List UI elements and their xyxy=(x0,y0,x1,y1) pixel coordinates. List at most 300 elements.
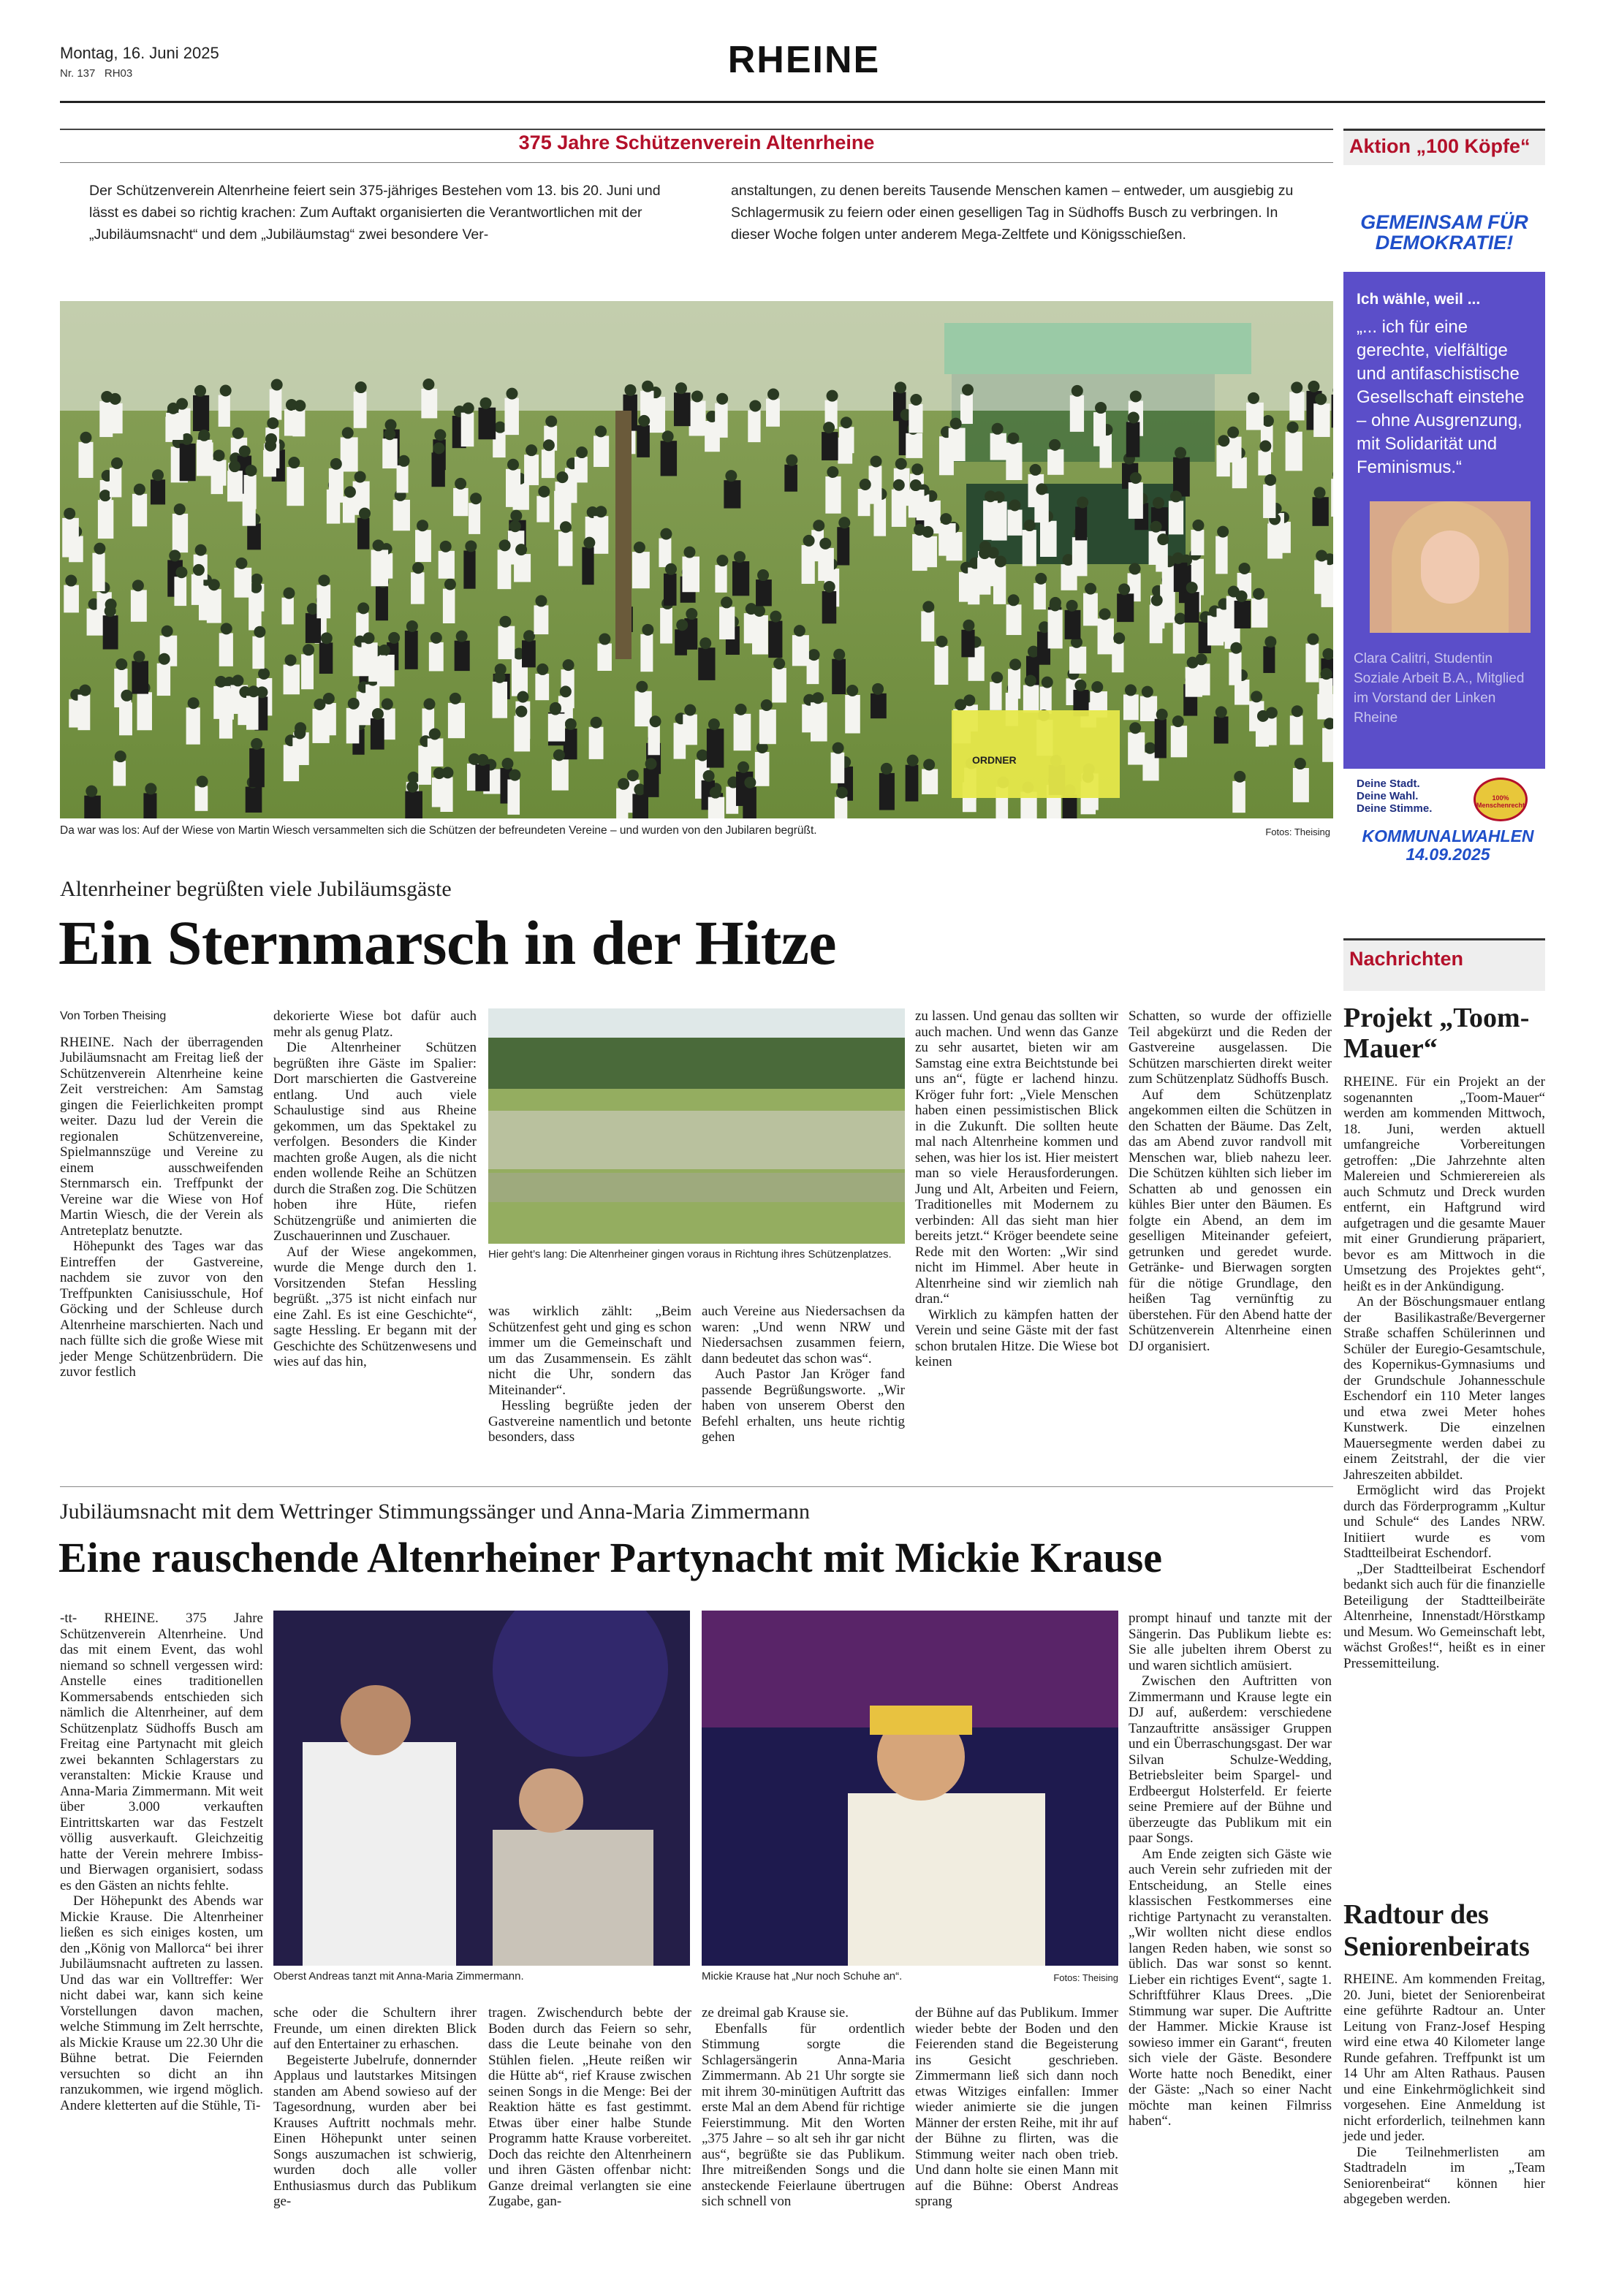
crowd-figure xyxy=(909,404,922,433)
crowd-hat xyxy=(827,466,838,478)
crowd-hat xyxy=(1175,447,1186,459)
crowd-hat xyxy=(872,683,884,695)
crowd-hat xyxy=(881,763,892,775)
crowd-hat xyxy=(232,427,244,439)
crowd-hat xyxy=(1128,411,1139,423)
crowd-hat xyxy=(734,551,746,563)
crowd-hat xyxy=(355,381,367,393)
crowd-figure xyxy=(661,441,677,476)
crowd-hat xyxy=(398,455,410,467)
crowd-hat xyxy=(499,616,511,628)
crowd-figure xyxy=(1063,794,1077,818)
crowd-figure xyxy=(1069,647,1086,674)
crowd-figure xyxy=(674,392,691,426)
crowd-figure xyxy=(683,715,697,745)
crowd-figure xyxy=(960,395,973,425)
crowd-hat xyxy=(303,644,314,655)
crowd-figure xyxy=(1123,694,1139,720)
crowd-hat xyxy=(115,750,126,762)
crowd-hat xyxy=(1035,573,1047,585)
crowd-figure xyxy=(137,692,152,730)
crowd-figure xyxy=(644,768,659,797)
crowd-hat xyxy=(827,390,838,402)
crowd-figure xyxy=(1098,618,1114,654)
crowd-hat xyxy=(515,706,527,718)
crowd-hat xyxy=(703,770,715,782)
crowd-hat xyxy=(599,634,610,645)
article2-p7: Ebenfalls für ordentlich Stimmung sorgte die Schlagersängerin Anna-Maria Zimmermann. Ab 21 Uhr sorgte sie mit ihrem 30-minütigen Auftritt das erste Mal an dem Abend für richtige Feierstimmung. Mit den Worten „375 Jahre – so alt seh ihr gar nicht aus“, begrüßte sie das Publikum. Ihre mitreißenden Songs und die ansteckende Feierlaune übertrugen sich schnell von xyxy=(702,2021,905,2209)
crowd-hat xyxy=(624,384,636,396)
crowd-hat xyxy=(523,630,535,642)
person-credit: Clara Calitri, Studentin Soziale Arbeit B.A., Mitglied im Vorstand der Linken Rheine xyxy=(1354,651,1525,726)
crowd-hat xyxy=(823,422,835,433)
crowd-figure xyxy=(131,590,147,621)
crowd-hat xyxy=(373,539,384,551)
crowd-hat xyxy=(708,718,720,730)
crowd-hat xyxy=(1218,435,1229,446)
crowd-hat xyxy=(456,631,468,642)
news-box xyxy=(1343,938,1545,991)
crowd-figure xyxy=(634,691,651,726)
crowd-hat xyxy=(836,787,848,799)
aktion-title: Aktion „100 Köpfe“ xyxy=(1349,135,1531,157)
crowd-figure xyxy=(675,629,687,655)
crowd-hat xyxy=(359,508,371,520)
crowd-figure xyxy=(535,674,549,700)
crowd-hat xyxy=(1315,393,1327,405)
crowd-figure xyxy=(244,475,257,509)
crowd-figure xyxy=(871,693,887,718)
crowd-hat xyxy=(1307,634,1319,645)
crowd-figure xyxy=(1075,506,1087,540)
crowd-figure xyxy=(732,561,749,596)
crowd-hat xyxy=(480,398,492,409)
crowd-hat xyxy=(697,750,708,761)
crowd-hat xyxy=(463,403,474,414)
crowd-hat xyxy=(1234,771,1245,783)
crowd-figure xyxy=(1007,510,1022,536)
crowd-hat xyxy=(1130,472,1142,484)
crowd-figure xyxy=(906,765,919,802)
crowd-figure xyxy=(1290,715,1303,745)
crowd-figure xyxy=(110,468,121,498)
crowd-hat xyxy=(283,588,295,599)
header-date: Montag, 16. Juni 2025 xyxy=(60,44,219,62)
crowd-figure xyxy=(802,545,815,584)
crowd-figure xyxy=(1185,592,1199,623)
crowd-figure xyxy=(1173,623,1185,654)
crowd-hat xyxy=(162,626,173,637)
crowd-hat xyxy=(188,697,200,709)
crowd-figure xyxy=(845,695,860,734)
crowd-hat xyxy=(357,602,369,614)
crowd-hat xyxy=(354,471,366,483)
crowd-hat xyxy=(737,761,749,773)
crowd-figure xyxy=(1169,501,1183,534)
crowd-figure xyxy=(143,793,156,818)
crowd-figure xyxy=(1112,642,1123,672)
crowd-figure xyxy=(1072,537,1088,576)
crowd-hat xyxy=(494,422,506,433)
crowd-figure xyxy=(616,788,628,818)
crowd-hat xyxy=(515,544,527,555)
crowd-hat xyxy=(433,442,444,454)
crowd-figure xyxy=(98,500,113,539)
crowd-figure xyxy=(906,433,922,458)
crowd-hat xyxy=(433,767,445,779)
crowd-hat xyxy=(384,428,395,440)
crowd-figure xyxy=(707,729,724,767)
crowd-figure xyxy=(719,607,735,639)
crowd-figure xyxy=(909,490,925,517)
crowd-hat xyxy=(583,537,595,549)
article2-headline: Eine rauschende Altenrheiner Partynacht mit Mickie Krause xyxy=(58,1534,1162,1581)
crowd-hat xyxy=(86,786,97,797)
crowd-figure xyxy=(1065,610,1081,639)
crowd-hat xyxy=(995,555,1006,567)
crowd-hat xyxy=(198,430,210,441)
crowd-figure xyxy=(832,659,846,694)
news2-headline: Radtour des Seniorenbeirats xyxy=(1343,1899,1530,1962)
crowd-figure xyxy=(920,536,937,567)
crowd-hat xyxy=(258,668,270,680)
slogan-2: Deine Wahl. xyxy=(1357,790,1419,802)
crowd-hat xyxy=(1024,520,1036,531)
crowd-hat xyxy=(434,429,446,441)
banner-title: 375 Jahre Schützenverein Altenrheine xyxy=(518,132,875,153)
article1-col3 xyxy=(488,1304,691,1445)
crowd-figure xyxy=(219,395,230,427)
crowd-figure xyxy=(1047,449,1063,475)
crowd-figure xyxy=(1126,422,1140,457)
crowd-figure xyxy=(708,797,724,818)
crowd-figure xyxy=(1332,395,1333,427)
crowd-figure xyxy=(312,709,329,743)
crowd-figure xyxy=(752,615,768,655)
crowd-figure xyxy=(1008,669,1020,699)
article1-p7: Hessling begrüßte jeden der Gastvereine namentlich und betonte besonders, dass xyxy=(488,1398,691,1445)
crowd-figure xyxy=(461,413,474,447)
crowd-hat xyxy=(642,624,653,636)
quote-text: „... ich für eine gerechte, vielfältige und antifaschistische Gesellschaft einstehe – ohne Ausgrenzung, mit Solidarität und Feminismus.“ xyxy=(1357,317,1525,477)
crowd-figure xyxy=(1173,457,1190,497)
crowd-hat xyxy=(321,632,333,644)
crowd-hat xyxy=(761,699,773,711)
crowd-figure xyxy=(1263,646,1275,673)
crowd-hat xyxy=(638,415,650,427)
article1-p9: Auch Pastor Jan Kröger fand passende Begrüßungsworte. „Wir haben von unserem Oberst den Befehl erhalten, uns heute richtig gehen xyxy=(702,1366,905,1445)
article2-p3: sche oder die Schultern ihrer Freunde, um einen direkten Blick auf den Entertainer zu erhaschen. xyxy=(273,2005,477,2052)
crowd-figure xyxy=(432,778,444,807)
crowd-hat xyxy=(477,754,488,766)
crowd-hat xyxy=(660,528,672,540)
crowd-hat xyxy=(1151,595,1163,607)
crowd-figure xyxy=(835,797,847,818)
crowd-figure xyxy=(949,428,966,461)
crowd-figure xyxy=(469,503,480,534)
crowd-hat xyxy=(94,543,105,555)
crowd-hat xyxy=(215,676,227,688)
crowd-figure xyxy=(589,727,604,759)
crowd-figure xyxy=(632,552,650,588)
crowd-figure xyxy=(1314,560,1327,593)
crowd-figure xyxy=(715,403,727,438)
crowd-figure xyxy=(132,661,148,694)
crowd-figure xyxy=(504,398,518,435)
crowd-figure xyxy=(453,488,469,516)
crowd-hat xyxy=(318,574,330,586)
crowd-hat xyxy=(1287,422,1299,433)
crowd-figure xyxy=(768,621,782,658)
crowd-hat xyxy=(363,632,374,644)
crowd-figure xyxy=(1331,479,1333,517)
crowd-hat xyxy=(767,388,779,400)
crowd-hat xyxy=(510,510,522,522)
crowd-figure xyxy=(1258,450,1271,475)
crowd-figure xyxy=(593,436,609,467)
crowd-hat xyxy=(812,692,824,704)
crowd-figure xyxy=(514,716,530,752)
crowd-hat xyxy=(382,699,393,710)
crowd-hat xyxy=(895,381,906,393)
crowd-hat xyxy=(1077,496,1088,508)
crowd-hat xyxy=(246,465,257,476)
crowd-hat xyxy=(1192,520,1204,531)
crowd-hat xyxy=(134,484,145,495)
crowd-figure xyxy=(1034,493,1048,522)
news2-body xyxy=(1343,1972,1545,2208)
crowd-figure xyxy=(555,482,567,515)
crowd-figure xyxy=(825,476,841,514)
crowd-figure xyxy=(357,518,369,550)
crowd-hat xyxy=(1257,710,1269,722)
crowd-figure xyxy=(564,729,577,759)
crowd-hat xyxy=(618,778,629,790)
crowd-figure xyxy=(822,432,838,460)
crowd-figure xyxy=(431,452,444,487)
crowd-hat xyxy=(1186,582,1198,593)
crowd-hat xyxy=(105,605,116,617)
crowd-figure xyxy=(593,516,608,554)
crowd-hat xyxy=(220,385,232,397)
crowd-figure xyxy=(246,696,259,729)
crowd-figure xyxy=(514,554,531,582)
crowd-figure xyxy=(213,686,230,719)
concert-illustration-2 xyxy=(702,1611,1118,1966)
crowd-figure xyxy=(1140,696,1157,721)
main-photo xyxy=(60,301,1333,818)
crowd-hat xyxy=(846,685,858,696)
crowd-figure xyxy=(405,791,422,818)
crowd-figure xyxy=(301,654,314,689)
crowd-hat xyxy=(195,544,207,556)
article2-col5 xyxy=(915,2005,1118,2210)
crowd-figure xyxy=(191,574,204,605)
crowd-hat xyxy=(773,658,785,669)
crowd-hat xyxy=(235,558,247,569)
crowd-figure xyxy=(193,395,209,431)
crowd-hat xyxy=(213,449,225,461)
article1-p1: RHEINE. Nach der überragenden Jubiläumsnacht am Freitag ließ der Schützenverein Altenrheine keine Zeit verstreichen: Am Samstag gingen die Feierlichkeiten prompt weiter. Dazu lud der Verein die regionalen Schützenvereine, Spielmannszüge und Vereine zu einem ausschweifenden Sternmarsch ein. Treffpunkt der Vereine war die Wiese von Hof Martin Wiesch, die der Verein als Antreteplatz benutzte. xyxy=(60,1034,263,1239)
crowd-hat xyxy=(254,626,265,638)
crowd-hat xyxy=(423,699,435,710)
crowd-hat xyxy=(636,681,648,693)
crowd-figure xyxy=(961,630,974,658)
crowd-hat xyxy=(330,458,342,470)
crowd-figure xyxy=(1216,536,1227,574)
article2-kicker: Jubiläumsnacht mit dem Wettringer Stimmungssänger und Anna-Maria Zimmermann xyxy=(60,1499,811,1524)
crowd-figure xyxy=(113,761,126,786)
crowd-figure xyxy=(151,479,165,504)
crowd-hat xyxy=(1175,613,1186,625)
crowd-figure xyxy=(479,408,496,440)
crowd-figure xyxy=(207,589,221,623)
main-photo-credit: Fotos: Theising xyxy=(1265,826,1330,837)
crowd-hat xyxy=(133,651,145,663)
crowd-hat xyxy=(1153,497,1164,509)
crowd-hat xyxy=(465,540,477,552)
crowd-hat xyxy=(506,388,517,400)
crowd-figure xyxy=(1006,604,1022,635)
crowd-hat xyxy=(550,704,561,715)
news1-p2: An der Böschungsmauer entlang der Basilikastraße/Bevergerner Straße schaffen Schülerinnen und Schüler der Euregio-Gesamtschule, des Kopernikus-Gymnasiums und der Grundschule Johannesschule Eschendorf ein 110 Meter langes und etwa zwei Meter hohes Kunstwerk. Die einzelnen Mauersegmente werden dabei zu einem Zeitstrahl, der die vier Jahreszeiten abbildet. xyxy=(1343,1294,1545,1483)
crowd-hat xyxy=(991,672,1003,683)
article1-col6 xyxy=(1129,1008,1332,1354)
banner-intro-right: anstaltungen, zu denen bereits Tausende Menschen kamen – entweder, um ausgiebig zu Schlagermusik zu feiern oder einen geselligen Tag in Südhoffs Busch zu verbringen. In dieser Woche folgen unter anderem Mega-Zeltfete und Königsschießen. xyxy=(731,183,1294,243)
crowd-hat xyxy=(1262,415,1274,427)
crowd-hat xyxy=(174,503,186,515)
portrait-face xyxy=(1421,531,1479,604)
crowd-hat xyxy=(808,649,820,661)
crowd-hat xyxy=(710,787,721,799)
slogan-1: Deine Stadt. xyxy=(1357,778,1420,790)
crowd-figure xyxy=(1214,716,1229,743)
crowd-figure xyxy=(186,707,200,744)
crowd-figure xyxy=(1155,719,1167,759)
crowd-hat xyxy=(538,486,550,498)
crowd-hat xyxy=(194,385,206,397)
crowd-figure xyxy=(837,527,849,565)
crowd-illustration xyxy=(60,301,1333,818)
crowd-figure xyxy=(371,718,384,750)
crowd-hat xyxy=(716,393,728,405)
aktion-box xyxy=(1343,129,1545,165)
slogan-3: Deine Stimme. xyxy=(1357,802,1433,815)
news1-body xyxy=(1343,1074,1545,1671)
crowd-figure xyxy=(415,530,431,562)
crowd-figure xyxy=(498,550,512,589)
crowd-figure xyxy=(640,391,653,419)
crowd-hat xyxy=(1099,608,1111,620)
concert-illustration-1 xyxy=(273,1611,690,1966)
crowd-figure xyxy=(1023,685,1039,712)
concert-photo-2 xyxy=(702,1611,1118,1966)
crowd-figure xyxy=(1246,403,1264,430)
crowd-figure xyxy=(879,773,895,810)
crowd-figure xyxy=(938,523,955,556)
crowd-figure xyxy=(548,714,565,742)
article1-p12: Schatten, so wurde der offizielle Teil abgekürzt und die Reden der Gastvereine ausgelassen. Die Schützen marschierten direkt weiter zum Schützenplatz Südhoffs Busch. xyxy=(1129,1008,1332,1087)
crowd-hat xyxy=(152,469,164,481)
crowd-hat xyxy=(294,727,306,739)
article1-byline: Von Torben Theising xyxy=(60,1010,167,1022)
crowd-hat xyxy=(1091,681,1103,693)
crowd-figure xyxy=(507,780,520,815)
issue-number: Nr. 137 xyxy=(60,67,96,80)
quote-heading: Ich wähle, weil ... xyxy=(1357,291,1481,308)
crowd-figure xyxy=(574,457,588,482)
crowd-hat xyxy=(556,471,568,483)
crowd-hat xyxy=(175,566,187,578)
crowd-figure xyxy=(1150,605,1163,644)
crowd-hat xyxy=(250,582,262,593)
crowd-figure xyxy=(839,427,854,453)
crowd-hat xyxy=(80,432,91,444)
crowd-figure xyxy=(443,589,455,623)
crowd-hat xyxy=(565,718,577,730)
crowd-hat xyxy=(985,490,996,502)
crowd-hat xyxy=(1251,691,1262,702)
portrait xyxy=(1370,501,1531,633)
crowd-hat xyxy=(675,382,687,394)
crowd-hat xyxy=(591,717,602,729)
crowd-figure xyxy=(346,708,360,744)
header-rule xyxy=(60,101,1545,103)
crowd-hat xyxy=(1142,686,1153,698)
crowd-hat xyxy=(450,693,461,704)
crowd-figure xyxy=(1267,524,1282,559)
crowd-hat xyxy=(650,715,661,727)
crowd-hat xyxy=(662,430,674,442)
crowd-figure xyxy=(195,786,208,811)
concert-photo-2-credit: Fotos: Theising xyxy=(1053,1972,1118,1983)
crowd-figure xyxy=(270,389,282,420)
crowd-figure xyxy=(922,769,938,794)
crowd-hat xyxy=(232,674,243,686)
crowd-hat xyxy=(239,446,251,457)
crowd-hat xyxy=(1009,500,1020,512)
page-code: RH03 xyxy=(104,67,133,80)
crowd-hat xyxy=(372,708,384,720)
crowd-figure xyxy=(831,753,845,783)
crowd-hat xyxy=(1144,742,1156,754)
crowd-figure xyxy=(439,551,455,579)
article2-p4: Begeisterte Jubelrufe, donnernder Applaus und lautstarkes Mitsingen standen am Abend sowieso auf der Tagesordnung, wurden aber bei Krauses Auftritt nochmals mehr. Einen Höhepunkt unter seinen Songs auszumachen ist schwierig, wurden doch alle voller Enthusiasmus durch das Publikum ge- xyxy=(273,2052,477,2209)
crowd-hat xyxy=(686,608,697,620)
crowd-figure xyxy=(734,714,751,750)
crowd-hat xyxy=(99,490,111,501)
crowd-hat xyxy=(979,547,990,559)
crowd-hat xyxy=(455,478,466,490)
crowd-hat xyxy=(507,459,519,471)
crowd-hat xyxy=(922,526,933,538)
crowd-figure xyxy=(1083,593,1098,626)
crowd-figure xyxy=(1129,482,1143,519)
crowd-figure xyxy=(1186,667,1202,697)
crowd-figure xyxy=(292,737,305,763)
crowd-hat xyxy=(1170,490,1182,502)
crowd-hat xyxy=(1294,758,1306,769)
crowd-hat xyxy=(1050,599,1061,611)
crowd-hat xyxy=(684,704,696,716)
crowd-hat xyxy=(936,636,947,647)
crowd-hat xyxy=(962,384,974,396)
crowd-figure xyxy=(632,794,648,818)
crowd-hat xyxy=(910,479,922,491)
crowd-hat xyxy=(221,623,232,634)
article2-p10: Zwischen den Auftritten von Zimmermann und Krause legte ein DJ auf, außerdem: verschiedene Tanzauftritte ansässiger Gruppen und ein Überraschungsgast. Der war Silvan Schulze-Wedding, Betriebsleiter beim Spargel- und Erdbeergut Holsterfeld. Er feierte seine Premiere auf der Bühne und überzeugte das Publikum mit ein paar Songs. xyxy=(1129,1673,1332,1846)
article2-p1: -tt- RHEINE. 375 Jahre Schützenverein Altenrheine. Und das mit einem Event, das wohl niemand so schnell vergessen wird: Anstelle eines traditionellen Kommersabends entschieden sich nämlich die Altenrheiner, auf dem Schützenplatz Südhoffs Busch am Freitag eine Partynacht mit gleich zwei bekannten Schlagerstars zu veranstalten: Mickie Krause und Anna-Maria Zimmermann. Mit weit über 3.000 verkauften Eintrittskarten war das Festzelt völlig ausverkauft. Gleichzeitig hatte der Verein mehrere Imbiss- und Bierwagen organisiert, sodass es den Gästen an nichts fehlte. xyxy=(60,1611,263,1893)
